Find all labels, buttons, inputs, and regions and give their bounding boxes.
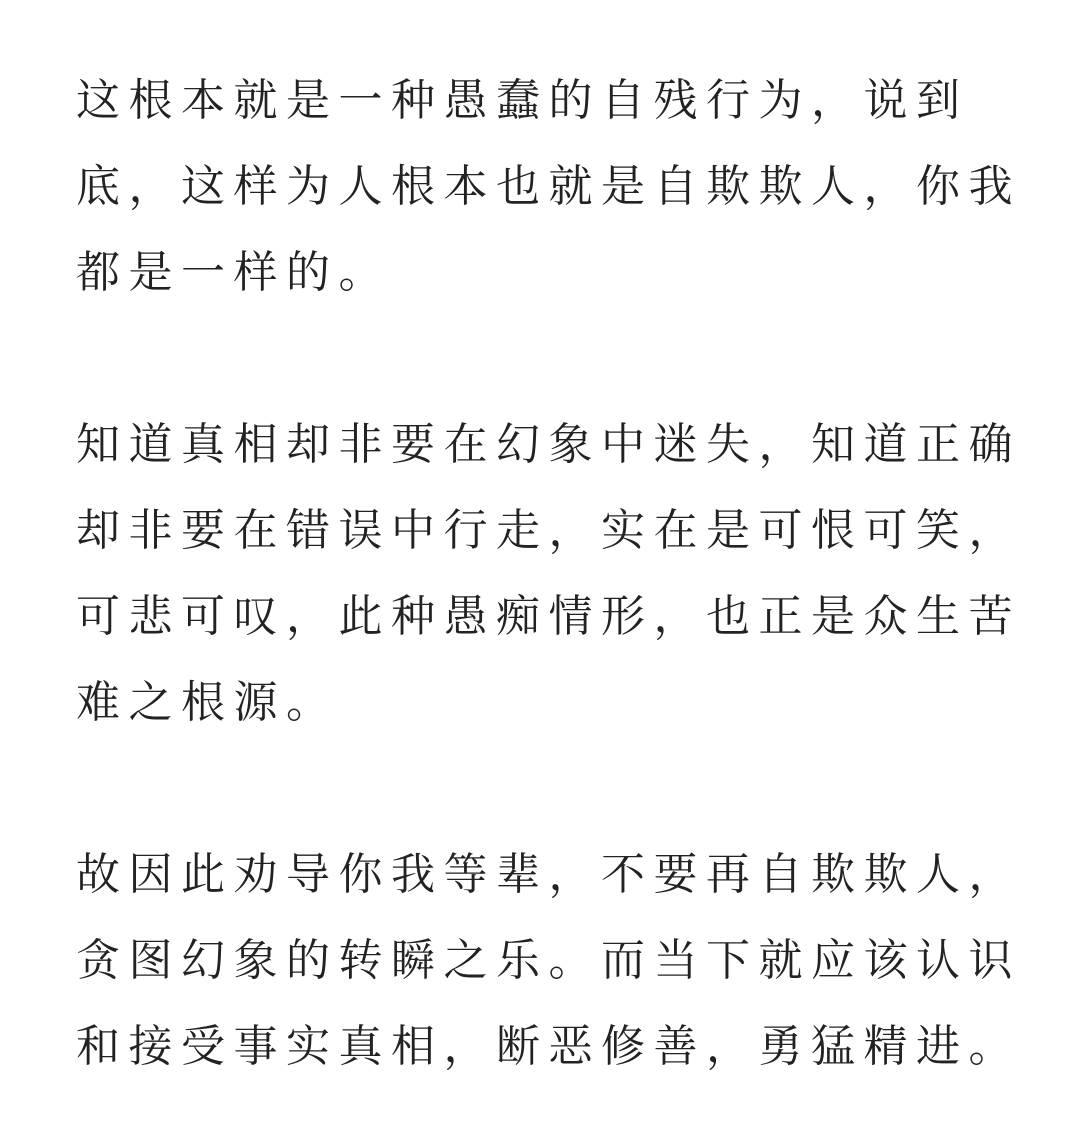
article-body (76, 58, 1021, 1090)
text-line: 底，这样为人根本也就是自欺欺人，你我 (76, 161, 1021, 212)
text-line: 都是一样的。 (76, 247, 391, 298)
text-line: 这根本就是一种愚蠢的自残行为，说到 (76, 75, 969, 126)
text-line: 难之根源。 (76, 677, 339, 728)
text-line: 贪图幻象的转瞬之乐。而当下就应该认识 (76, 935, 1021, 986)
text-line: 和接受事实真相，断恶修善，勇猛精进。 (76, 1021, 1021, 1072)
paragraph-2 (76, 402, 1021, 746)
text-line: 故因此劝导你我等辈，不要再自欺欺人， (76, 849, 1021, 900)
paragraph-1 (76, 58, 1021, 316)
text-line: 可悲可叹，此种愚痴情形，也正是众生苦 (76, 591, 1021, 642)
paragraph-3 (76, 832, 1021, 1090)
text-line: 却非要在错误中行走，实在是可恨可笑， (76, 505, 1021, 556)
text-line: 知道真相却非要在幻象中迷失，知道正确 (76, 419, 1021, 470)
